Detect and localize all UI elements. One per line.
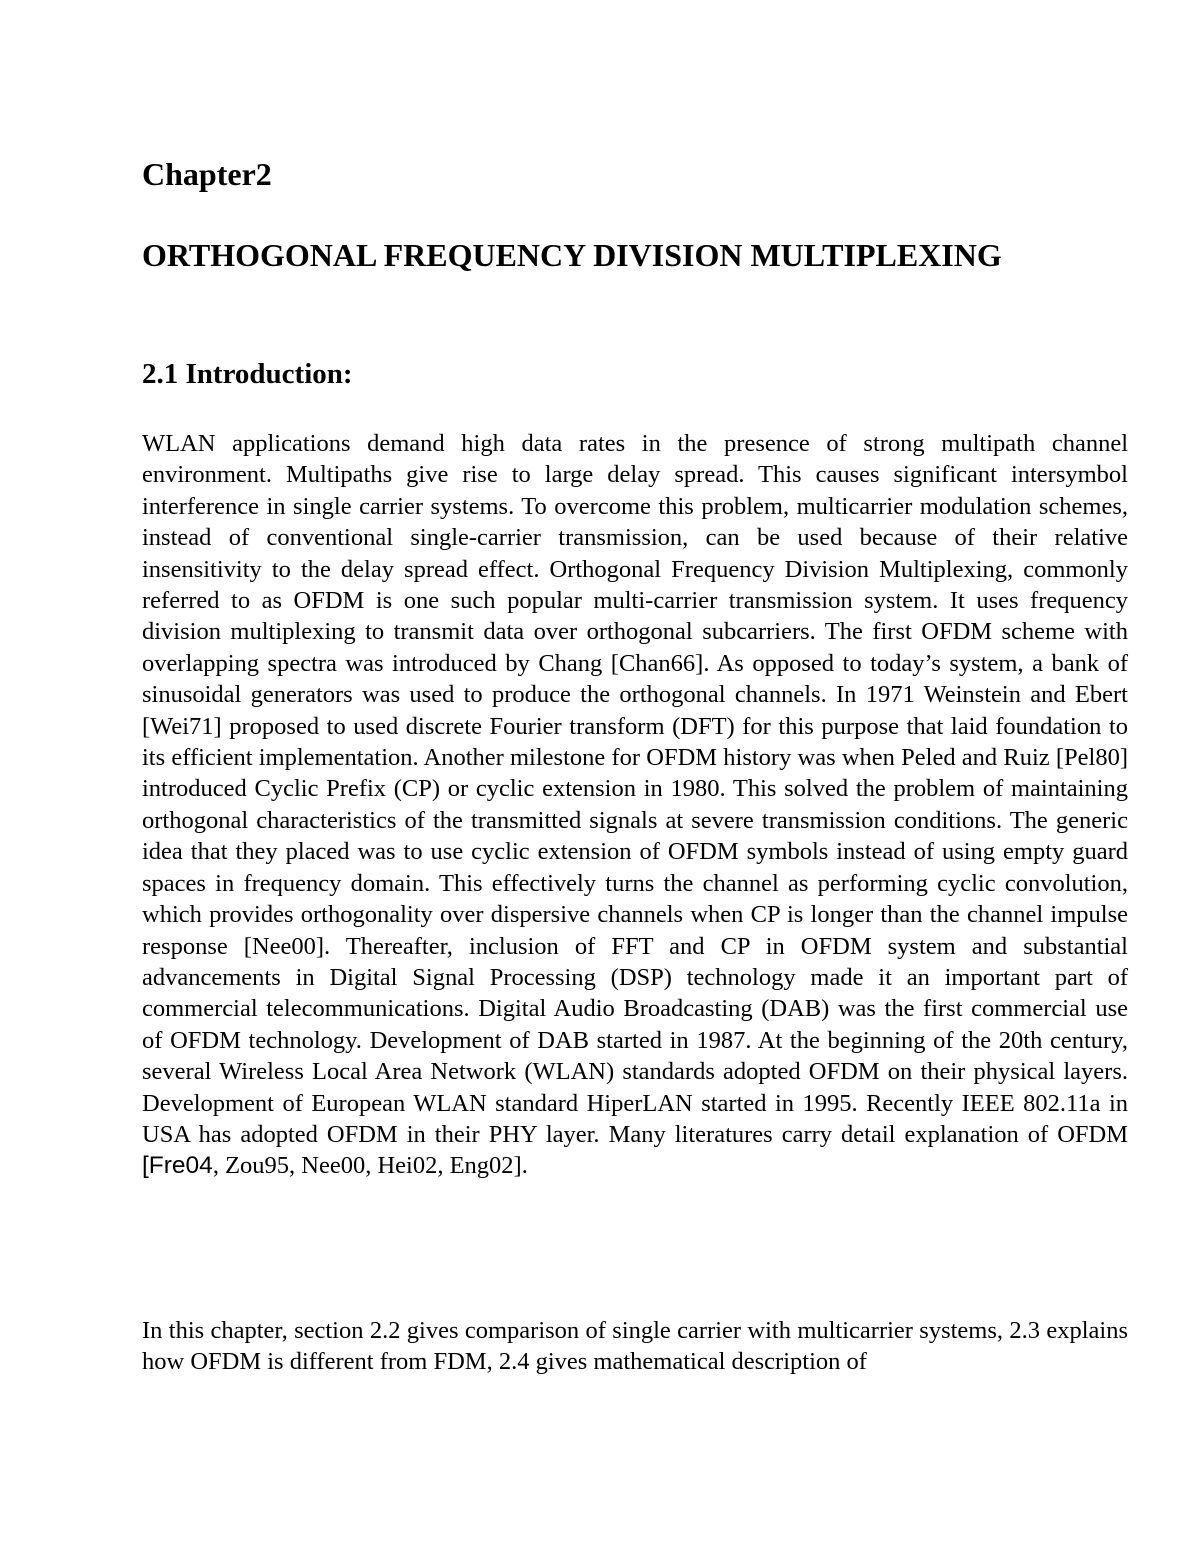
chapter-outline-paragraph: In this chapter, section 2.2 gives comparison of single carrier with multicarrier systems, 2.3 explains how OFDM is different from FDM, 2.4 gives mathematical description of xyxy=(142,1317,1128,1376)
intro-paragraph-reference-tail: , Zou95, Nee00, Hei02, Eng02]. xyxy=(212,1152,528,1180)
intro-paragraph-reference: [Fre04 xyxy=(142,1152,213,1180)
section-heading: 2.1 Introduction: xyxy=(142,358,353,390)
chapter-title: ORTHOGONAL FREQUENCY DIVISION MULTIPLEXING xyxy=(142,237,1002,273)
intro-paragraph-text: WLAN applications demand high data rates in the presence of strong multipath channel environment. Multipaths give rise to large delay spread. This causes significant intersymbol interference in single carrier systems. To overcome this problem, multicarrier modulation schemes, instead of conventional single-carrier transmission, can be used because of their relative insensitivity to the delay spread effect. Orthogonal Frequency Division Multiplexing, commonly referred to as OFDM is one such popular multi-carrier transmission system. It uses frequency division multiplexing to transmit data over orthogonal subcarriers. The first OFDM scheme with overlapping spectra was introduced by Chang [Chan66]. As opposed to today’s system, a bank of sinusoidal generators was used to produce the orthogonal channels. In 1971 Weinstein and Ebert [Wei71] proposed to used discrete Fourier transform (DFT) for this purpose that laid foundation to its efficient implementation. Another milestone for OFDM history was when Peled and Ruiz [Pel80] introduced Cyclic Prefix (CP) or cyclic extension in 1980. This solved the problem of maintaining orthogonal characteristics of the transmitted signals at severe transmission conditions. The generic idea that they placed was to use cyclic extension of OFDM symbols instead of using empty guard spaces in frequency domain. This effectively turns the channel as performing cyclic convolution, which provides orthogonality over dispersive channels when CP is longer than the channel impulse response [Nee00]. Thereafter, inclusion of FFT and CP in OFDM system and substantial advancements in Digital Signal Processing (DSP) technology made it an important part of commercial telecommunications. Digital Audio Broadcasting (DAB) was the first commercial use of OFDM technology. Development of DAB started in 1987. At the beginning of the 20th century, several Wireless Local Area Network (WLAN) standards adopted OFDM on their physical layers. Development of European WLAN standard HiperLAN started in 1995. Recently IEEE 802.11a in USA has adopted OFDM in their PHY layer. Many literatures carry detail explanation of OFDM xyxy=(142,430,1128,1148)
intro-paragraph xyxy=(142,428,1128,1182)
chapter-label: Chapter2 xyxy=(142,156,272,192)
